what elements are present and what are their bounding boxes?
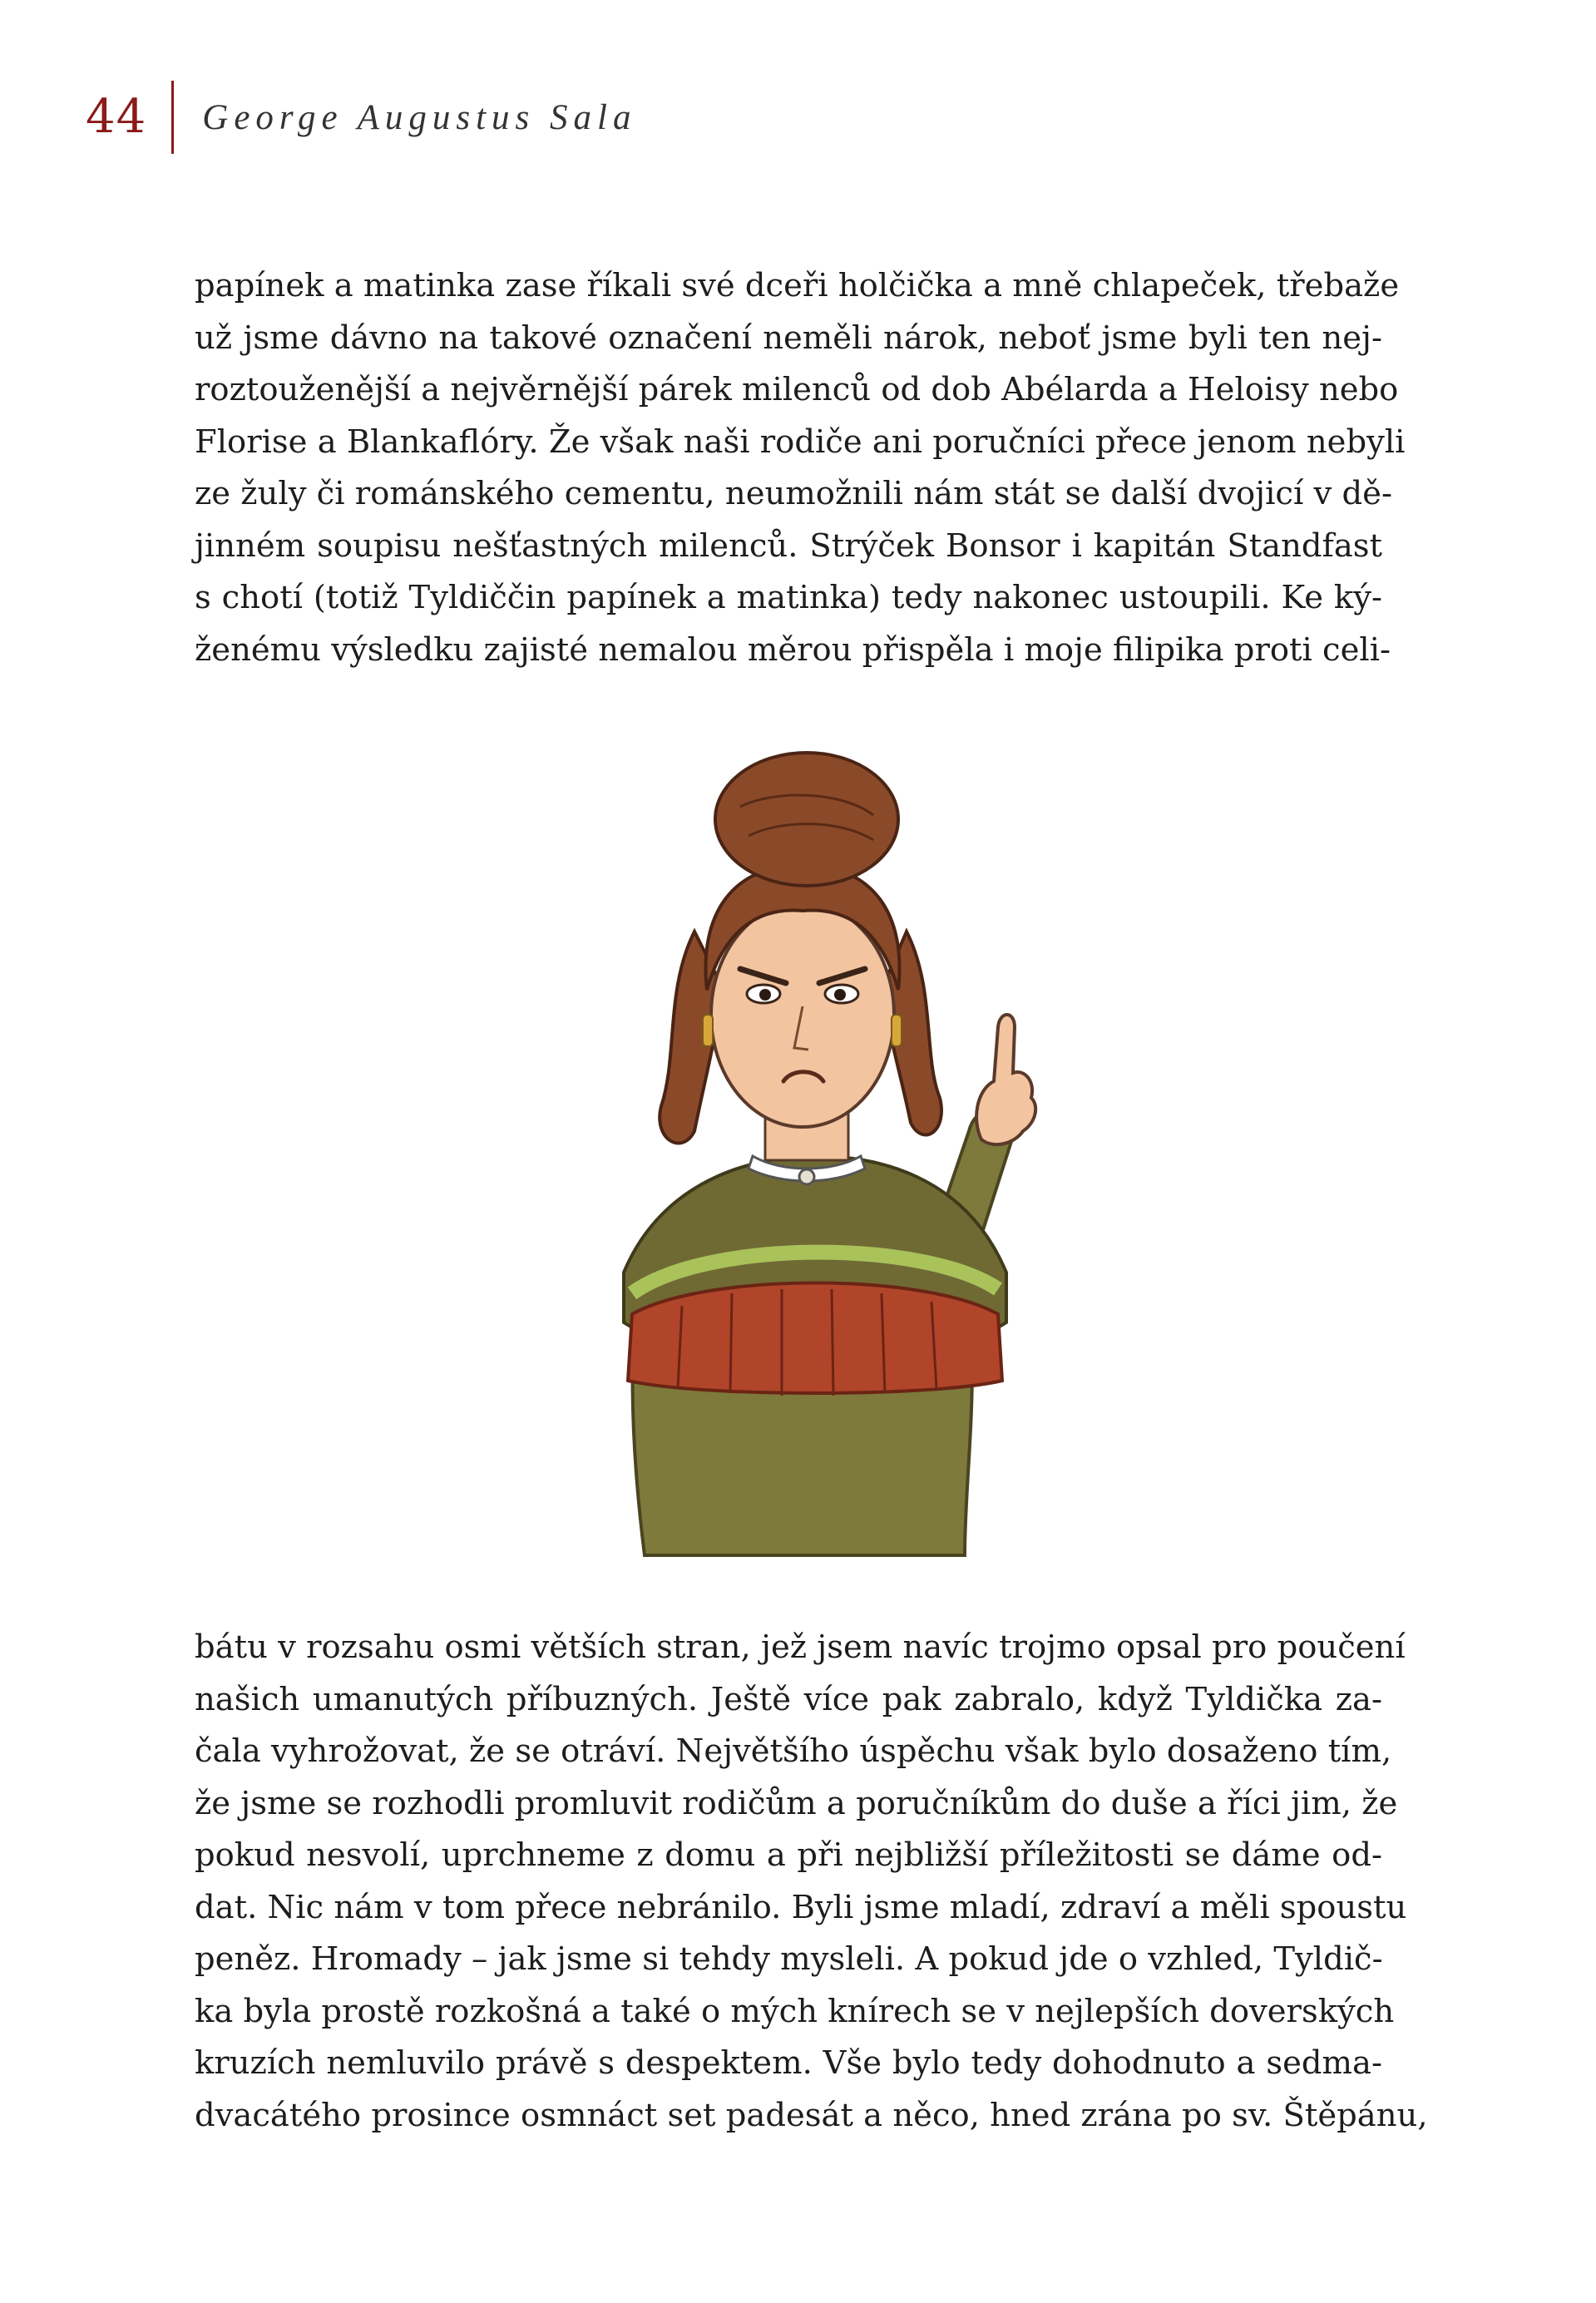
text-line: roztouženější a nejvěrnější párek milenců od dob Abélarda a Heloisy nebo: [195, 371, 1399, 408]
brooch: [799, 1169, 814, 1184]
text-line: pokud nesvolí, uprchneme z domu a při nejbližší příležitosti se dáme od-: [195, 1836, 1382, 1874]
text-line: dvacátého prosince osmnáct set padesát a něco, hned zrána po sv. Štěpánu,: [195, 2096, 1428, 2134]
face: [711, 902, 894, 1127]
text-line: že jsme se rozhodli promluvit rodičům a poručníkům do duše a říci jim, že: [195, 1784, 1398, 1822]
woman-illustration: [516, 740, 1114, 1564]
text-line: kruzích nemluvilo právě s despektem. Vše bylo tedy dohodnuto a sedma-: [195, 2044, 1382, 2082]
hair-bun: [715, 753, 898, 886]
paragraph-bottom: [195, 1622, 1428, 2142]
text-line: ženému výsledku zajisté nemalou měrou přispěla i moje filipika proti celi-: [195, 630, 1391, 669]
text-line: čala vyhrožovat, že se otráví. Největšího úspěchu však bylo dosaženo tím,: [195, 1732, 1392, 1770]
text-line: jinném soupisu nešťastných milenců. Strýček Bonsor i kapitán Standfast: [195, 526, 1382, 565]
ruffle: [628, 1283, 1002, 1394]
running-header: [86, 80, 636, 155]
text-line: bátu v rozsahu osmi větších stran, jež jsem navíc trojmo opsal pro poučení: [195, 1628, 1406, 1666]
text-line: s chotí (totiž Tyldiččin papínek a matinka) tedy nakonec ustoupili. Ke ký-: [195, 579, 1382, 616]
hand-with-finger: [976, 1015, 1035, 1144]
text-line: Florise a Blankaflóry. Že však naši rodiče ani poručníci přece jenom nebyli: [195, 423, 1406, 461]
text-line: dat. Nic nám v tom přece nebránilo. Byli jsme mladí, zdraví a měli spoustu: [195, 1888, 1407, 1926]
text-line: peněz. Hromady – jak jsme si tehdy mysleli. A pokud jde o vzhled, Tyldič-: [195, 1940, 1383, 1978]
paragraph-top: [195, 260, 1406, 676]
text-line: papínek a matinka zase říkali své dceři holčička a mně chlapeček, třebaže: [195, 267, 1400, 304]
left-earring: [703, 1015, 713, 1046]
text-line: ka byla prostě rozkošná a také o mých knírech se v nejlepších doverských: [195, 1992, 1395, 2030]
text-line: ze žuly či románského cementu, neumožnili nám stát se další dvojicí v dě-: [195, 475, 1392, 512]
right-earring: [892, 1015, 902, 1046]
text-line: už jsme dávno na takové označení neměli nárok, neboť jsme byli ten nej-: [195, 319, 1382, 357]
running-head-author: George Augustus Sala: [202, 97, 637, 137]
page-number: 44: [86, 90, 147, 144]
text-line: našich umanutých příbuzných. Ještě více pak zabralo, když Tyldička za-: [195, 1680, 1382, 1718]
header-divider: [171, 81, 174, 154]
